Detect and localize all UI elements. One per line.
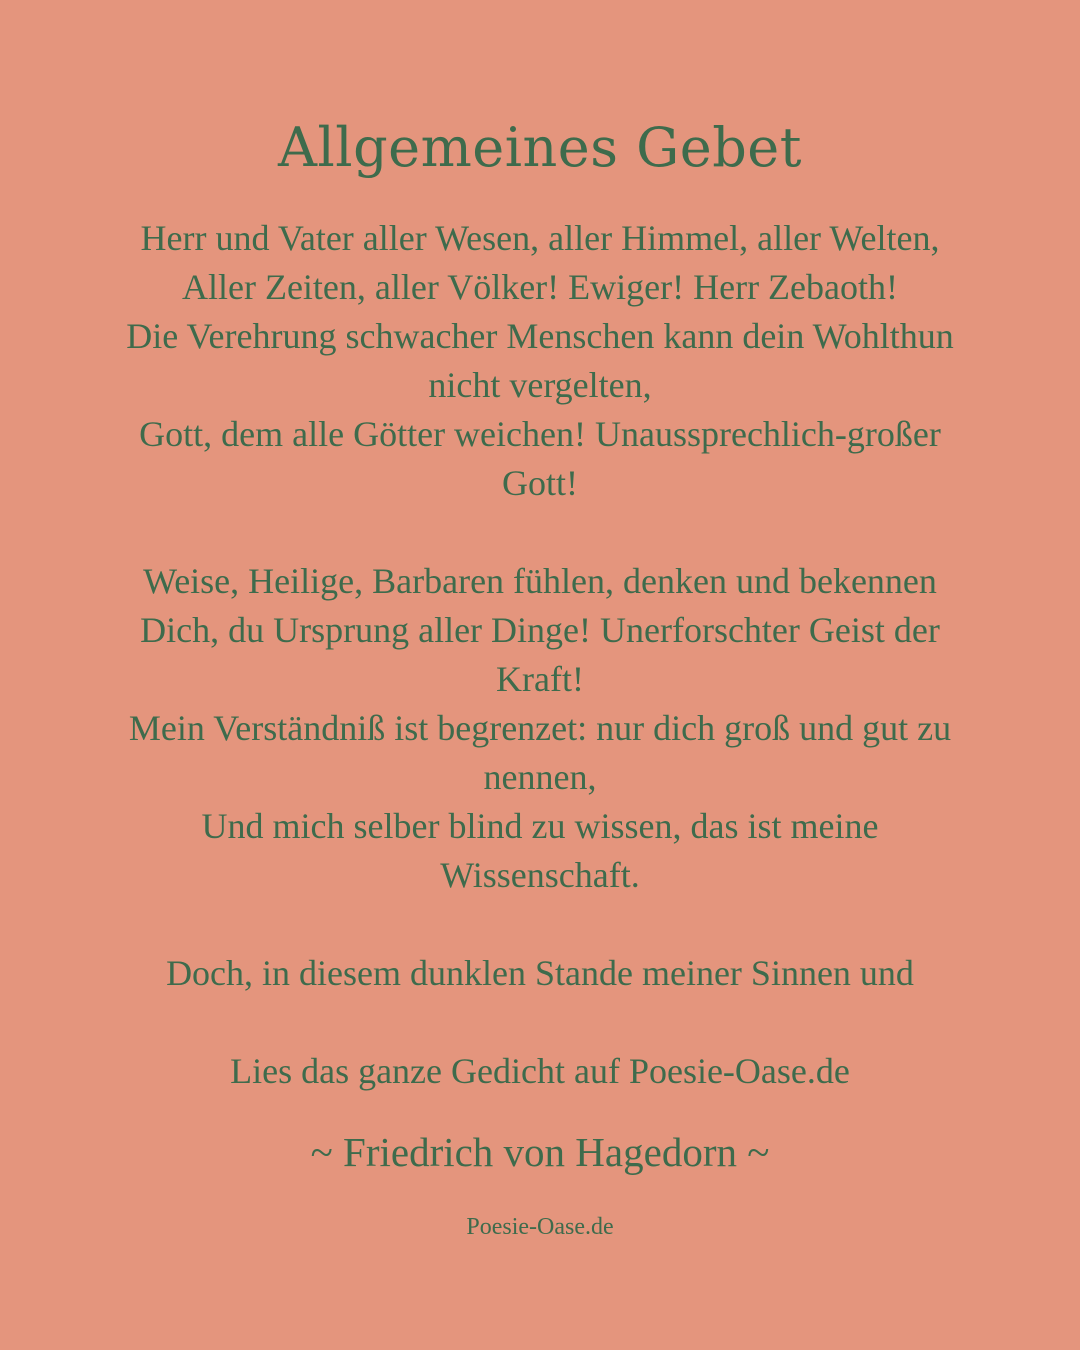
poem-line: Gott, dem alle Götter weichen! Unaussprechlich-großer: [139, 414, 941, 454]
poem-line: Die Verehrung schwacher Menschen kann dein Wohlthun: [126, 316, 954, 356]
poem-line: Herr und Vater aller Wesen, aller Himmel, aller Welten,: [140, 218, 940, 258]
poem-line: Doch, in diesem dunklen Stande meiner Sinnen und: [166, 953, 914, 993]
poem-line: Mein Verständniß ist begrenzet: nur dich groß und gut zu: [128, 708, 952, 748]
poem-line: nicht vergelten,: [428, 365, 652, 405]
poem-line: Dich, du Ursprung aller Dinge! Unerforschter Geist der: [140, 610, 940, 650]
stanza-3: [40, 949, 1040, 998]
poem-title: Allgemeines Gebet: [278, 116, 802, 179]
poem-line: Wissenschaft.: [440, 855, 640, 895]
stanza-1: [40, 214, 1040, 508]
poem-line: Kraft!: [496, 659, 584, 699]
stanza-2: [40, 557, 1040, 900]
poem-line: Weise, Heilige, Barbaren fühlen, denken und bekennen: [143, 561, 937, 601]
poem-line: Aller Zeiten, aller Völker! Ewiger! Herr Zebaoth!: [181, 267, 898, 307]
poem-body: [40, 214, 1040, 998]
read-more-text: Lies das ganze Gedicht auf Poesie-Oase.de: [230, 1051, 850, 1091]
site-brand: Poesie-Oase.de: [466, 1214, 614, 1240]
poem-line: Und mich selber blind zu wissen, das ist meine: [201, 806, 879, 846]
poem-line: Gott!: [502, 463, 578, 503]
poem-author: ~ Friedrich von Hagedorn ~: [310, 1129, 770, 1175]
poem-line: nennen,: [483, 757, 597, 797]
